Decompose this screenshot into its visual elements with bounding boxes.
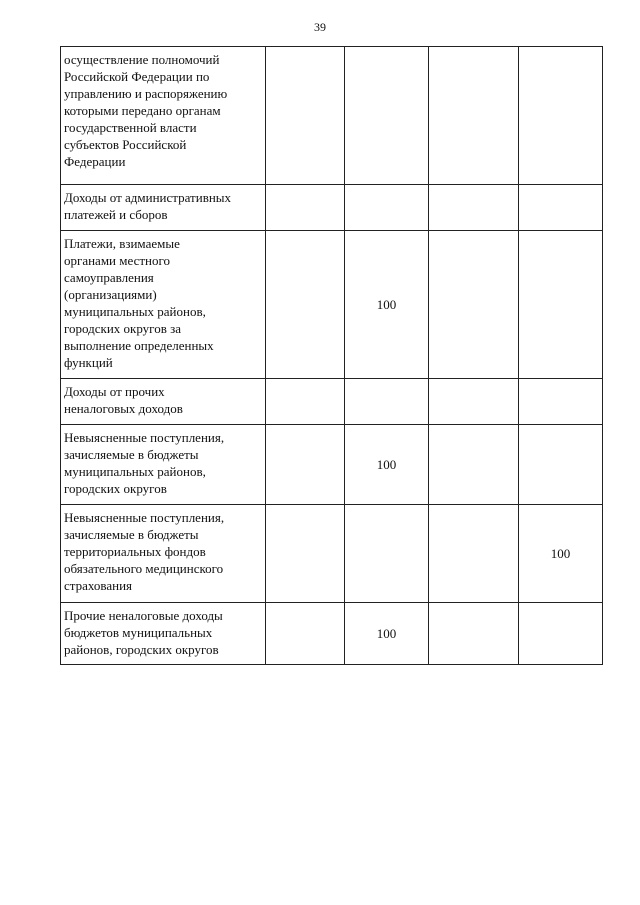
- value-cell: [429, 505, 519, 603]
- value-cell: [266, 505, 345, 603]
- value-cell: [519, 379, 603, 425]
- value-cell: [429, 379, 519, 425]
- table-row: [61, 425, 603, 505]
- value-cell: [266, 47, 345, 185]
- value-cell: [266, 603, 345, 665]
- revenue-name-cell: [61, 505, 266, 603]
- table-row: [61, 185, 603, 231]
- value-cell: [429, 185, 519, 231]
- value-cell: [345, 47, 429, 185]
- page-number: 39: [314, 20, 326, 34]
- revenue-name: Доходы от прочих неналоговых доходов: [64, 384, 183, 416]
- value-cell: [519, 603, 603, 665]
- table-row: [61, 47, 603, 185]
- table-row: [61, 379, 603, 425]
- value-cell: [429, 603, 519, 665]
- table-row: [61, 603, 603, 665]
- revenue-name-cell: [61, 185, 266, 231]
- value-cell: [345, 185, 429, 231]
- value-cell: 100: [345, 603, 429, 665]
- value-cell: [266, 231, 345, 379]
- value-cell: [519, 425, 603, 505]
- revenue-name: осуществление полномочий Российской Федерации по управлению и распоряжению которыми передано органам государственной власти субъектов Российской Федерации: [64, 52, 228, 169]
- value-cell: 100: [519, 505, 603, 603]
- revenue-name: Доходы от административных платежей и сборов: [64, 190, 232, 222]
- revenue-distribution-table: [60, 46, 603, 665]
- value-cell: 100: [345, 425, 429, 505]
- value-cell: [519, 47, 603, 185]
- value-cell: [266, 425, 345, 505]
- value-cell: [266, 185, 345, 231]
- revenue-name: Платежи, взимаемые органами местного самоуправления (организациями) муниципальных районов, городских округов за выполнение определенных функций: [64, 236, 214, 370]
- value-cell: [429, 425, 519, 505]
- revenue-name: Невыясненные поступления, зачисляемые в бюджеты муниципальных районов, городских округов: [64, 430, 225, 496]
- revenue-name-cell: [61, 47, 266, 185]
- revenue-name: Прочие неналоговые доходы бюджетов муниципальных районов, городских округов: [64, 608, 223, 657]
- value-cell: [266, 379, 345, 425]
- revenue-name-cell: [61, 231, 266, 379]
- value-cell: [519, 231, 603, 379]
- table-row: [61, 231, 603, 379]
- value-cell: [429, 47, 519, 185]
- value-cell: [345, 379, 429, 425]
- revenue-name-cell: [61, 379, 266, 425]
- value-cell: [345, 505, 429, 603]
- value-cell: [519, 185, 603, 231]
- revenue-name-cell: [61, 425, 266, 505]
- value-cell: [429, 231, 519, 379]
- revenue-name: Невыясненные поступления, зачисляемые в бюджеты территориальных фондов обязательного медицинского страхования: [64, 510, 225, 593]
- table-row: [61, 505, 603, 603]
- revenue-name-cell: [61, 603, 266, 665]
- value-cell: 100: [345, 231, 429, 379]
